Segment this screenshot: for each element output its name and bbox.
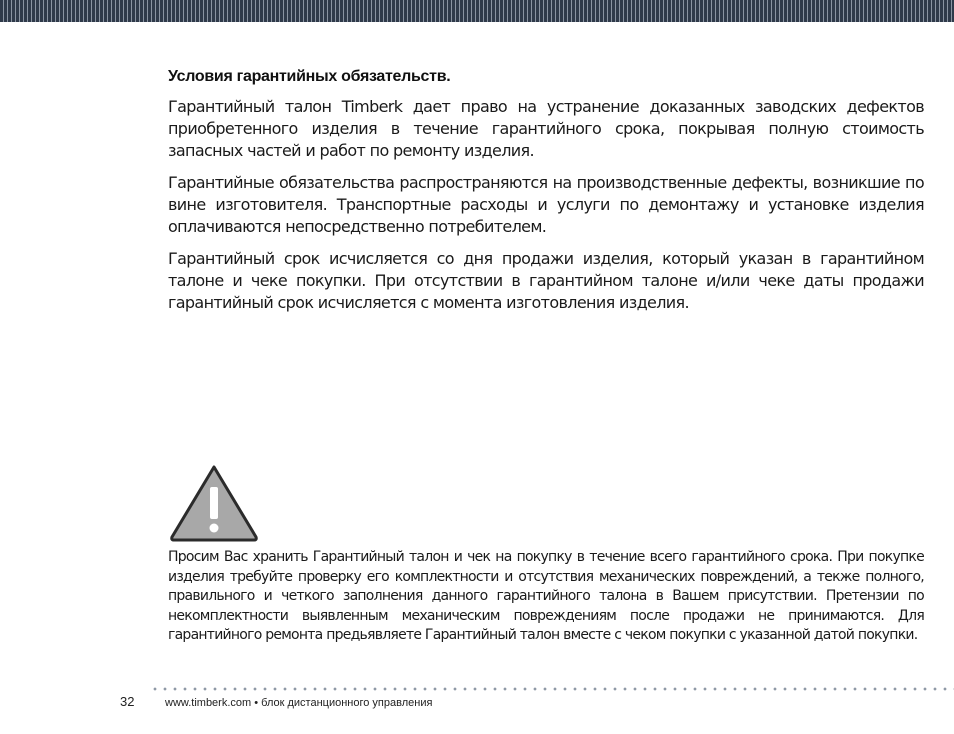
footer-dotted-divider (150, 687, 954, 691)
warning-triangle-icon (168, 463, 260, 543)
top-decorative-band (0, 0, 954, 22)
paragraph-warranty-period: Гарантийный срок исчисляется со дня продажи изделия, который указан в гарантийном талоне и чеке покупки. При отсутствии в гарантийном талоне и/или чеке даты продажи гарантийный срок исчисляется с момента изготовления изделия. (168, 249, 924, 312)
page-number: 32 (120, 694, 135, 709)
warranty-section (168, 66, 924, 324)
section-heading: Условия гарантийных обязательств. (168, 68, 451, 85)
paragraph-manufacturing-defects: Гарантийные обязательства распространяются на производственные дефекты, возникшие по вине изготовителя. Транспортные расходы и услуги по демонтажу и установке изделия оплачиваются непосредственно потребителем. (168, 173, 924, 236)
paragraph-warranty-coverage: Гарантийный талон Timberk дает право на устранение доказанных заводских дефектов приобретенного изделия в течение гарантийного срока, покрывая полную стоимость запасных частей и работ по ремонту изделия. (168, 97, 924, 160)
warning-notice-text: Просим Вас хранить Гарантийный талон и чек на покупку в течение всего гарантийного срока. При покупке изделия требуйте проверку его комплектности и отсутствия механических повреждений, а текже полного, правильного и четкого заполнения данного гарантийного талона в Вашем присутствии. Претензии по некомплектности выявленным механическим повреждениям после продажи не принимаются. Для гарантийного ремонта предьявляете Гарантийный талон вместе с чеком покупки с указанной датой покупки. (168, 549, 924, 643)
footer-text: www.timberk.com • блок дистанционного управления (165, 697, 433, 709)
